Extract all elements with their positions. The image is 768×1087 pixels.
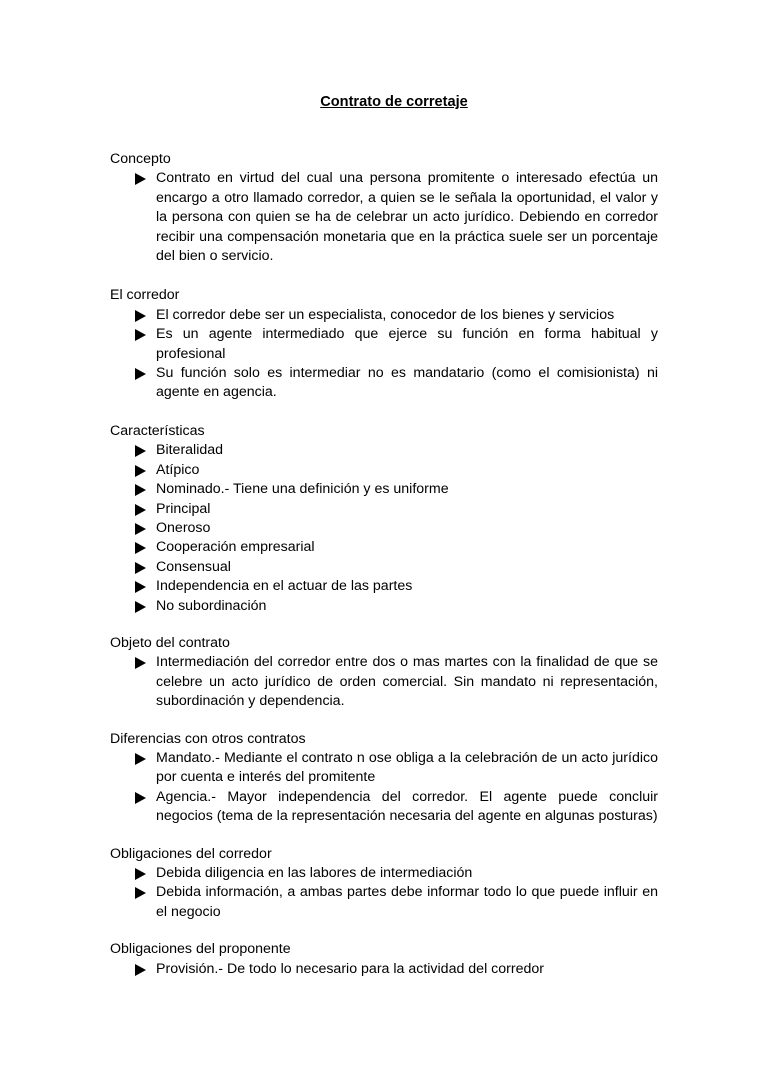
triangle-bullet-icon — [135, 173, 146, 185]
list-item — [110, 364, 658, 403]
triangle-bullet-icon — [135, 310, 146, 322]
list-item-text: Cooperación empresarial — [156, 539, 315, 556]
list-item-text: Provisión.- De todo lo necesario para la actividad del corredor — [156, 960, 544, 977]
triangle-bullet-icon — [135, 368, 146, 380]
list-item-text: El corredor debe ser un especialista, conocedor de los bienes y servicios — [156, 306, 615, 323]
list-item — [110, 461, 658, 480]
list-item-text: Es un agente intermediado que ejerce su función en forma habitual y profesional — [156, 326, 658, 362]
triangle-bullet-icon — [135, 753, 146, 765]
triangle-bullet-icon — [135, 445, 146, 457]
list-item — [110, 325, 658, 364]
list-item — [110, 538, 658, 557]
triangle-bullet-icon — [135, 562, 146, 574]
list-item-text: Contrato en virtud del cual una persona promitente o interesado efectúa un encargo a otro llamado corredor, a quien se le señala la oportunidad, el valor y la persona con quien se ha de celebrar un acto jurídico. Debiendo en corredor recibir una compensación monetaria que en la práctica suele ser un porcentaje del bien o servicio. — [156, 170, 658, 265]
triangle-bullet-icon — [135, 887, 146, 899]
list-item-text: Biteralidad — [156, 442, 224, 459]
list-item — [110, 864, 658, 883]
section-heading: Concepto — [110, 151, 171, 167]
list-item-text: Independencia en el actuar de las partes — [156, 578, 413, 595]
triangle-bullet-icon — [135, 581, 146, 593]
list-item — [110, 788, 658, 827]
list-item-text: Principal — [156, 500, 211, 517]
list-item — [110, 441, 658, 460]
triangle-bullet-icon — [135, 542, 146, 554]
bullet-list — [110, 960, 658, 979]
section-diferencias — [110, 730, 658, 827]
bullet-list — [110, 864, 658, 922]
section-heading: Obligaciones del proponente — [110, 941, 291, 958]
list-item — [110, 597, 658, 616]
triangle-bullet-icon — [135, 964, 146, 976]
triangle-bullet-icon — [135, 792, 146, 804]
list-item — [110, 500, 658, 519]
triangle-bullet-icon — [135, 601, 146, 613]
bullet-list — [110, 441, 658, 616]
list-item-text: Mandato.- Mediante el contrato n ose obliga a la celebración de un acto jurídico por cuenta e interés del promitente — [156, 749, 658, 786]
document-page — [110, 0, 658, 979]
section-heading: Objeto del contrato — [110, 634, 230, 651]
document-title: Contrato de corretaje — [320, 94, 468, 110]
list-item — [110, 558, 658, 577]
list-item — [110, 653, 658, 711]
section-heading: Características — [110, 422, 205, 439]
section-heading: El corredor — [110, 287, 180, 304]
triangle-bullet-icon — [135, 484, 146, 496]
triangle-bullet-icon — [135, 329, 146, 341]
section-el-corredor — [110, 286, 658, 402]
list-item — [110, 169, 658, 266]
list-item-text: Nominado.- Tiene una definición y es uniforme — [156, 481, 449, 498]
list-item-text: Consensual — [156, 558, 231, 575]
section-concepto — [110, 150, 658, 266]
triangle-bullet-icon — [135, 465, 146, 477]
list-item — [110, 960, 658, 979]
triangle-bullet-icon — [135, 504, 146, 516]
list-item — [110, 519, 658, 538]
list-item — [110, 883, 658, 922]
bullet-list — [110, 653, 658, 711]
list-item — [110, 480, 658, 499]
section-obligaciones-del-corredor — [110, 845, 658, 923]
list-item-text: Debida diligencia en las labores de intermediación — [156, 865, 473, 881]
bullet-list — [110, 306, 658, 403]
list-item-text: Su función solo es intermediar no es mandatario (como el comisionista) ni agente en agencia. — [156, 365, 658, 401]
bullet-list — [110, 169, 658, 266]
list-item — [110, 577, 658, 596]
section-obligaciones-del-proponente — [110, 940, 658, 979]
list-item-text: Oneroso — [156, 519, 211, 536]
triangle-bullet-icon — [135, 523, 146, 535]
list-item-text: Agencia.- Mayor independencia del corredor. El agente puede concluir negocios (tema de la representación necesaria del agente en algunas posturas) — [156, 788, 658, 825]
list-item-text: Atípico — [156, 461, 200, 478]
section-heading: Diferencias con otros contratos — [110, 730, 306, 747]
section-objeto-del-contrato — [110, 634, 658, 712]
list-item — [110, 749, 658, 788]
list-item — [110, 306, 658, 325]
list-item-text: Intermediación del corredor entre dos o mas martes con la finalidad de que se celebre un acto jurídico de orden comercial. Sin mandato ni representación, subordinación y dependencia. — [156, 654, 658, 710]
list-item-text: No subordinación — [156, 597, 267, 614]
section-caracteristicas — [110, 422, 658, 616]
bullet-list — [110, 749, 658, 827]
section-heading: Obligaciones del corredor — [110, 845, 272, 862]
triangle-bullet-icon — [135, 657, 146, 669]
list-item-text: Debida información, a ambas partes debe informar todo lo que puede influir en el negocio — [156, 884, 658, 920]
triangle-bullet-icon — [135, 868, 146, 880]
